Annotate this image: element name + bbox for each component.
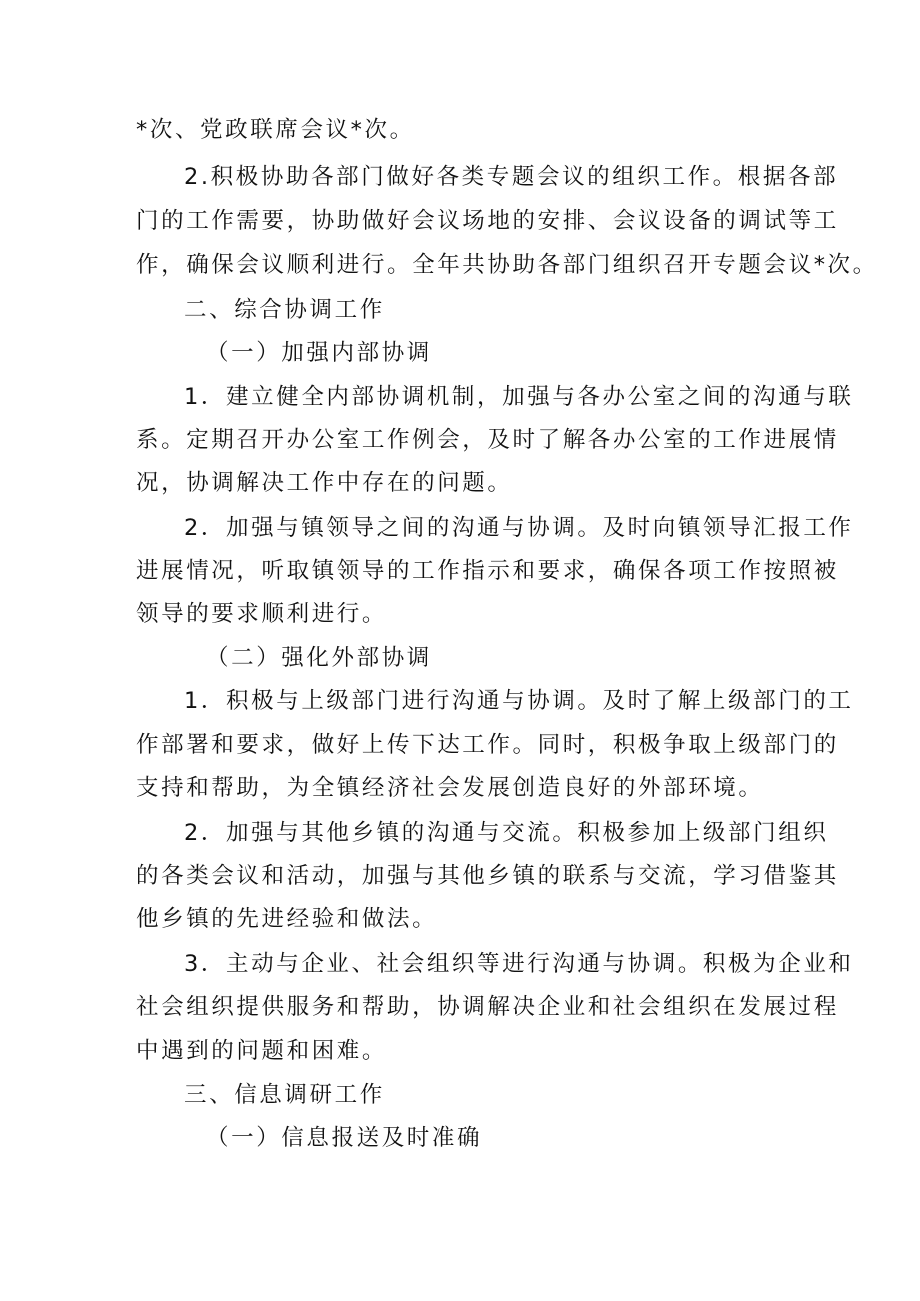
text-line: 的各类会议和活动，加强与其他乡镇的联系与交流，学习借鉴其: [136, 863, 839, 889]
section-heading: 三、信息调研工作: [184, 1082, 385, 1108]
subsection-heading: （一）信息报送及时准确: [206, 1125, 483, 1151]
text-line: 进展情况，听取镇领导的工作指示和要求，确保各项工作按照被: [136, 558, 839, 584]
text-line: 领导的要求顺利进行。: [136, 601, 388, 627]
text-line: 1．积极与上级部门进行沟通与协调。及时了解上级部门的工: [184, 688, 854, 714]
subsection-heading: （一）加强内部协调: [206, 340, 432, 366]
text-line: 2．加强与镇领导之间的沟通与协调。及时向镇领导汇报工作: [184, 515, 854, 541]
text-line: 门的工作需要，协助做好会议场地的安排、会议设备的调试等工: [136, 208, 839, 234]
text-line: 3．主动与企业、社会组织等进行沟通与协调。积极为企业和: [184, 951, 854, 977]
text-line: 支持和帮助，为全镇经济社会发展创造良好的外部环境。: [136, 775, 764, 801]
text-line: 1．建立健全内部协调机制，加强与各办公室之间的沟通与联: [184, 384, 854, 410]
section-heading: 二、综合协调工作: [184, 297, 385, 323]
text-line: 况，协调解决工作中存在的问题。: [136, 470, 513, 496]
text-line: 作部署和要求，做好上传下达工作。同时，积极争取上级部门的: [136, 732, 839, 758]
text-line: 他乡镇的先进经验和做法。: [136, 906, 438, 932]
text-line: 系。定期召开办公室工作例会，及时了解各办公室的工作进展情: [136, 427, 839, 453]
text-line: 中遇到的问题和困难。: [136, 1038, 388, 1064]
text-line: *次、党政联席会议*次。: [136, 117, 415, 143]
text-line: 2.积极协助各部门做好各类专题会议的组织工作。根据各部: [184, 164, 839, 190]
text-line: 2．加强与其他乡镇的沟通与交流。积极参加上级部门组织: [184, 820, 829, 846]
text-line: 社会组织提供服务和帮助，协调解决企业和社会组织在发展过程: [136, 994, 839, 1020]
text-line: 作，确保会议顺利进行。全年共协助各部门组织召开专题会议*次。: [136, 252, 878, 278]
subsection-heading: （二）强化外部协调: [206, 645, 432, 671]
